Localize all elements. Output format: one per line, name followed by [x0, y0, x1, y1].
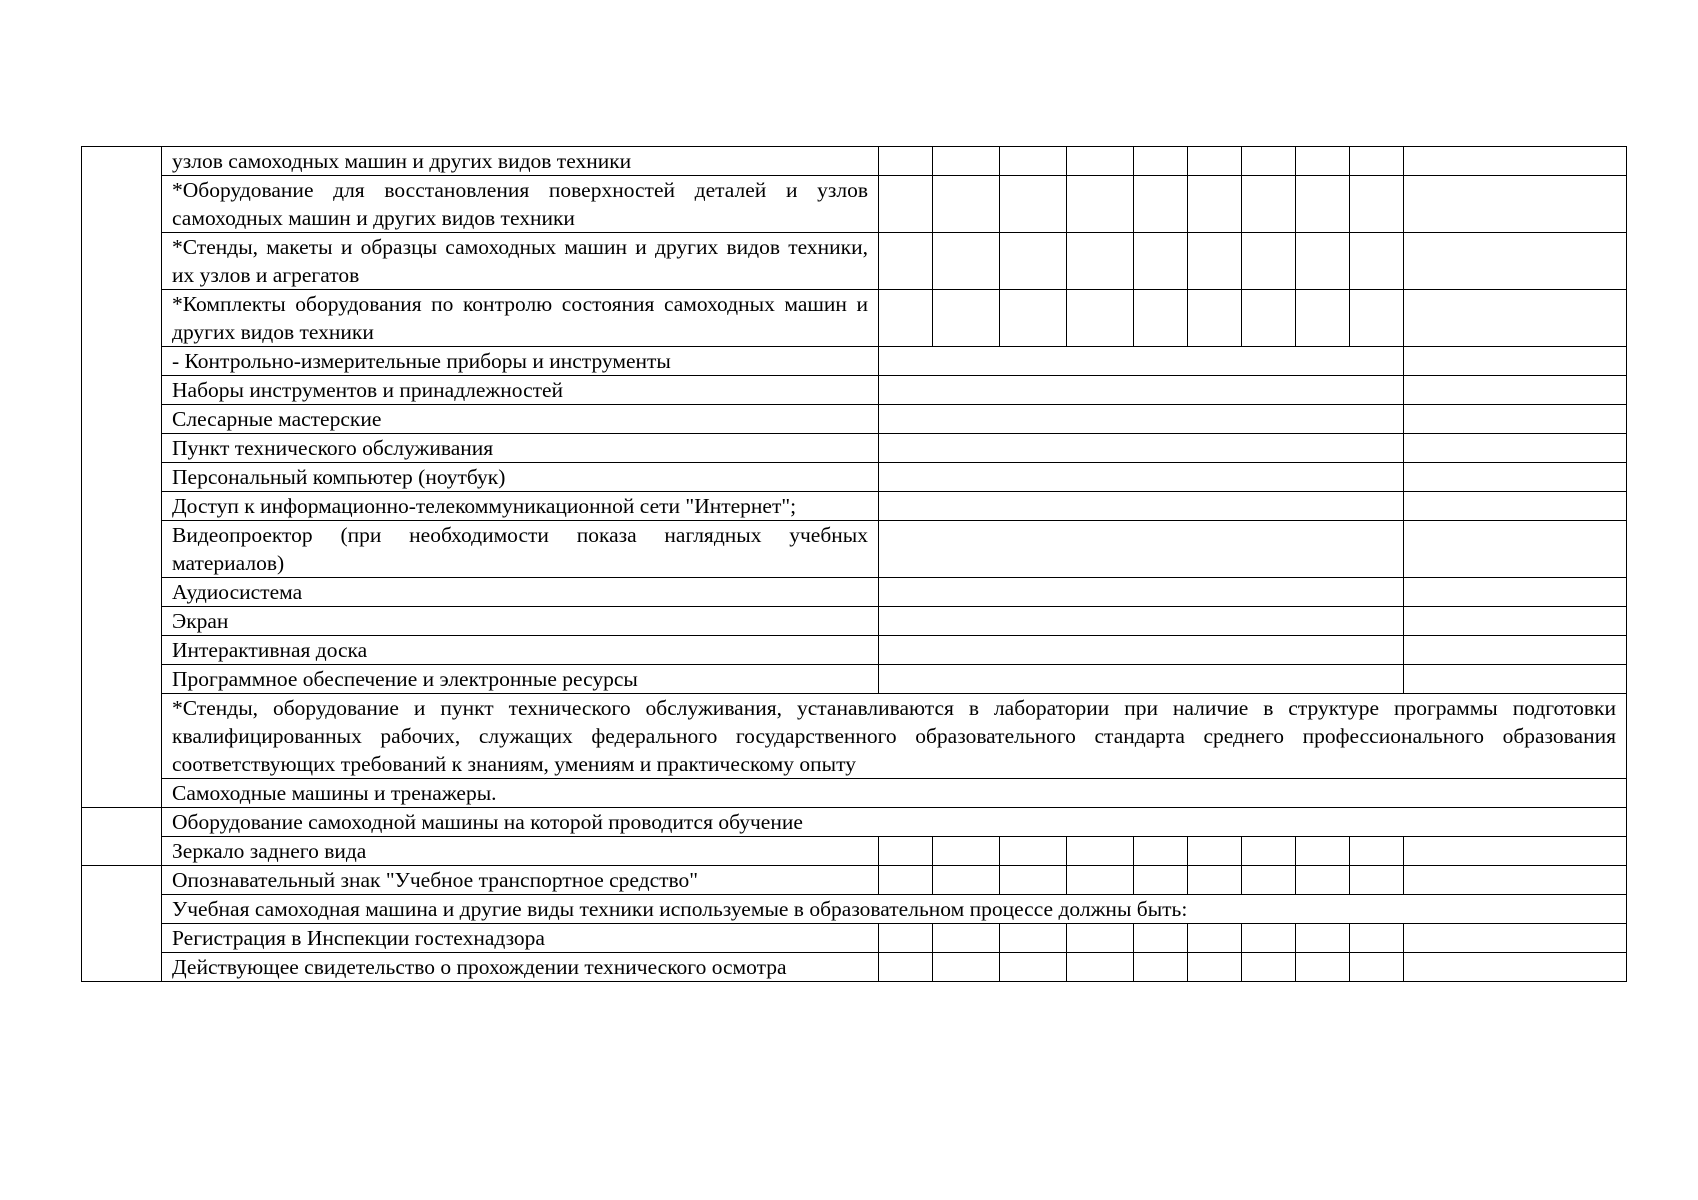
item-label: Учебная самоходная машина и другие виды техники используемые в образовательном процессе должны быть:	[162, 895, 1627, 924]
item-label: - Контрольно-измерительные приборы и инструменты	[162, 347, 879, 376]
item-label: Пункт технического обслуживания	[162, 434, 879, 463]
footnote-text: *Стенды, оборудование и пункт технического обслуживания, устанавливаются в лаборатории при наличие в структуре программы подготовки квалифицированных рабочих, служащих федерального государственного образовательного стандарта среднего профессионального образования соответствующих требований к знаниям, умениям и практическому опыту	[162, 694, 1627, 779]
item-label: *Комплекты оборудования по контролю состояния самоходных машин и других видов техники	[162, 290, 879, 347]
item-label: Зеркало заднего вида	[162, 837, 879, 866]
item-label: Регистрация в Инспекции гостехнадзора	[162, 924, 879, 953]
item-label: Персональный компьютер (ноутбук)	[162, 463, 879, 492]
item-label: Видеопроектор (при необходимости показа наглядных учебных материалов)	[162, 521, 879, 578]
requirements-table	[81, 146, 1627, 982]
table-row	[82, 233, 1627, 290]
table-row	[82, 866, 1627, 895]
item-label: Действующее свидетельство о прохождении технического осмотра	[162, 953, 879, 982]
table-row	[82, 895, 1627, 924]
item-label: Наборы инструментов и принадлежностей	[162, 376, 879, 405]
table-row	[82, 463, 1627, 492]
table-row	[82, 636, 1627, 665]
item-label: узлов самоходных машин и других видов техники	[162, 147, 879, 176]
row-number-cell	[82, 147, 162, 808]
table-row	[82, 607, 1627, 636]
row-number-cell	[82, 866, 162, 982]
table-row	[82, 434, 1627, 463]
item-label: Опознавательный знак "Учебное транспортное средство"	[162, 866, 879, 895]
item-label: Аудиосистема	[162, 578, 879, 607]
table-row	[82, 176, 1627, 233]
table-row	[82, 521, 1627, 578]
table-row	[82, 837, 1627, 866]
item-label: Самоходные машины и тренажеры.	[162, 779, 1627, 808]
item-label: Слесарные мастерские	[162, 405, 879, 434]
table-row	[82, 694, 1627, 779]
item-label: Программное обеспечение и электронные ресурсы	[162, 665, 879, 694]
item-label: Интерактивная доска	[162, 636, 879, 665]
table-row	[82, 924, 1627, 953]
item-label: *Оборудование для восстановления поверхностей деталей и узлов самоходных машин и других видов техники	[162, 176, 879, 233]
table-row	[82, 492, 1627, 521]
item-label: Экран	[162, 607, 879, 636]
item-label: *Стенды, макеты и образцы самоходных машин и других видов техники, их узлов и агрегатов	[162, 233, 879, 290]
item-label: Оборудование самоходной машины на которой проводится обучение	[162, 808, 1627, 837]
table-row	[82, 347, 1627, 376]
table-row	[82, 779, 1627, 808]
table-row	[82, 405, 1627, 434]
table-row	[82, 808, 1627, 837]
table-row	[82, 376, 1627, 405]
item-label: Доступ к информационно-телекоммуникационной сети "Интернет";	[162, 492, 879, 521]
table-row	[82, 953, 1627, 982]
row-number-cell	[82, 808, 162, 866]
table-row	[82, 290, 1627, 347]
table-row	[82, 578, 1627, 607]
table-row	[82, 147, 1627, 176]
table-row	[82, 665, 1627, 694]
